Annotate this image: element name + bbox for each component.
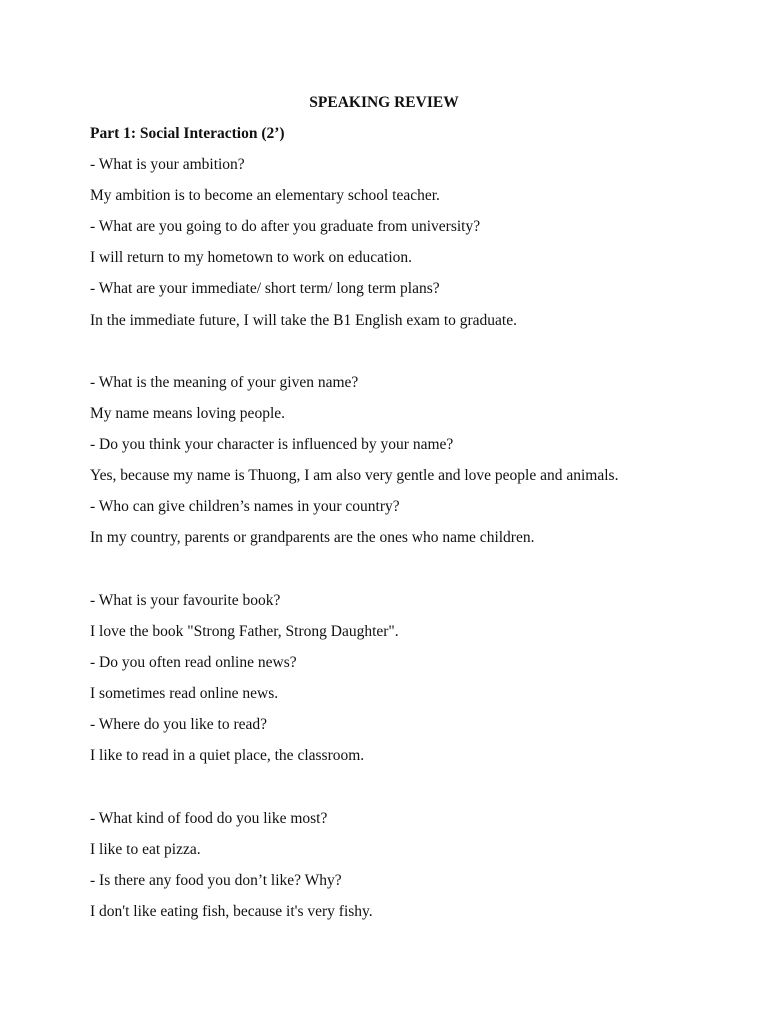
question-line: - What kind of food do you like most? <box>90 810 328 827</box>
answer-line: I love the book "Strong Father, Strong Daughter". <box>90 623 399 640</box>
question-line: - What are you going to do after you graduate from university? <box>90 218 481 235</box>
question-line: - What is your ambition? <box>90 156 245 173</box>
answer-line: I sometimes read online news. <box>90 685 279 702</box>
question-line: - Do you think your character is influenced by your name? <box>90 436 454 453</box>
answer-line: In the immediate future, I will take the B1 English exam to graduate. <box>90 312 517 329</box>
question-line: - Is there any food you don’t like? Why? <box>90 872 342 889</box>
question-line: - What is the meaning of your given name? <box>90 374 359 391</box>
answer-line: I don't like eating fish, because it's very fishy. <box>90 903 373 920</box>
question-line: - What are your immediate/ short term/ long term plans? <box>90 280 440 297</box>
question-line: - What is your favourite book? <box>90 592 281 609</box>
question-line: - Where do you like to read? <box>90 716 268 733</box>
answer-line: I like to eat pizza. <box>90 841 201 858</box>
answer-line: Yes, because my name is Thuong, I am also very gentle and love people and animals. <box>90 467 619 484</box>
answer-line: My name means loving people. <box>90 405 285 422</box>
answer-line: In my country, parents or grandparents are the ones who name children. <box>90 529 535 546</box>
question-line: - Who can give children’s names in your country? <box>90 498 400 515</box>
part-heading: Part 1: Social Interaction (2’) <box>90 125 285 142</box>
answer-line: My ambition is to become an elementary school teacher. <box>90 187 440 204</box>
answer-line: I like to read in a quiet place, the classroom. <box>90 747 365 764</box>
question-line: - Do you often read online news? <box>90 654 297 671</box>
answer-line: I will return to my hometown to work on education. <box>90 249 412 266</box>
document-title: SPEAKING REVIEW <box>309 94 459 111</box>
